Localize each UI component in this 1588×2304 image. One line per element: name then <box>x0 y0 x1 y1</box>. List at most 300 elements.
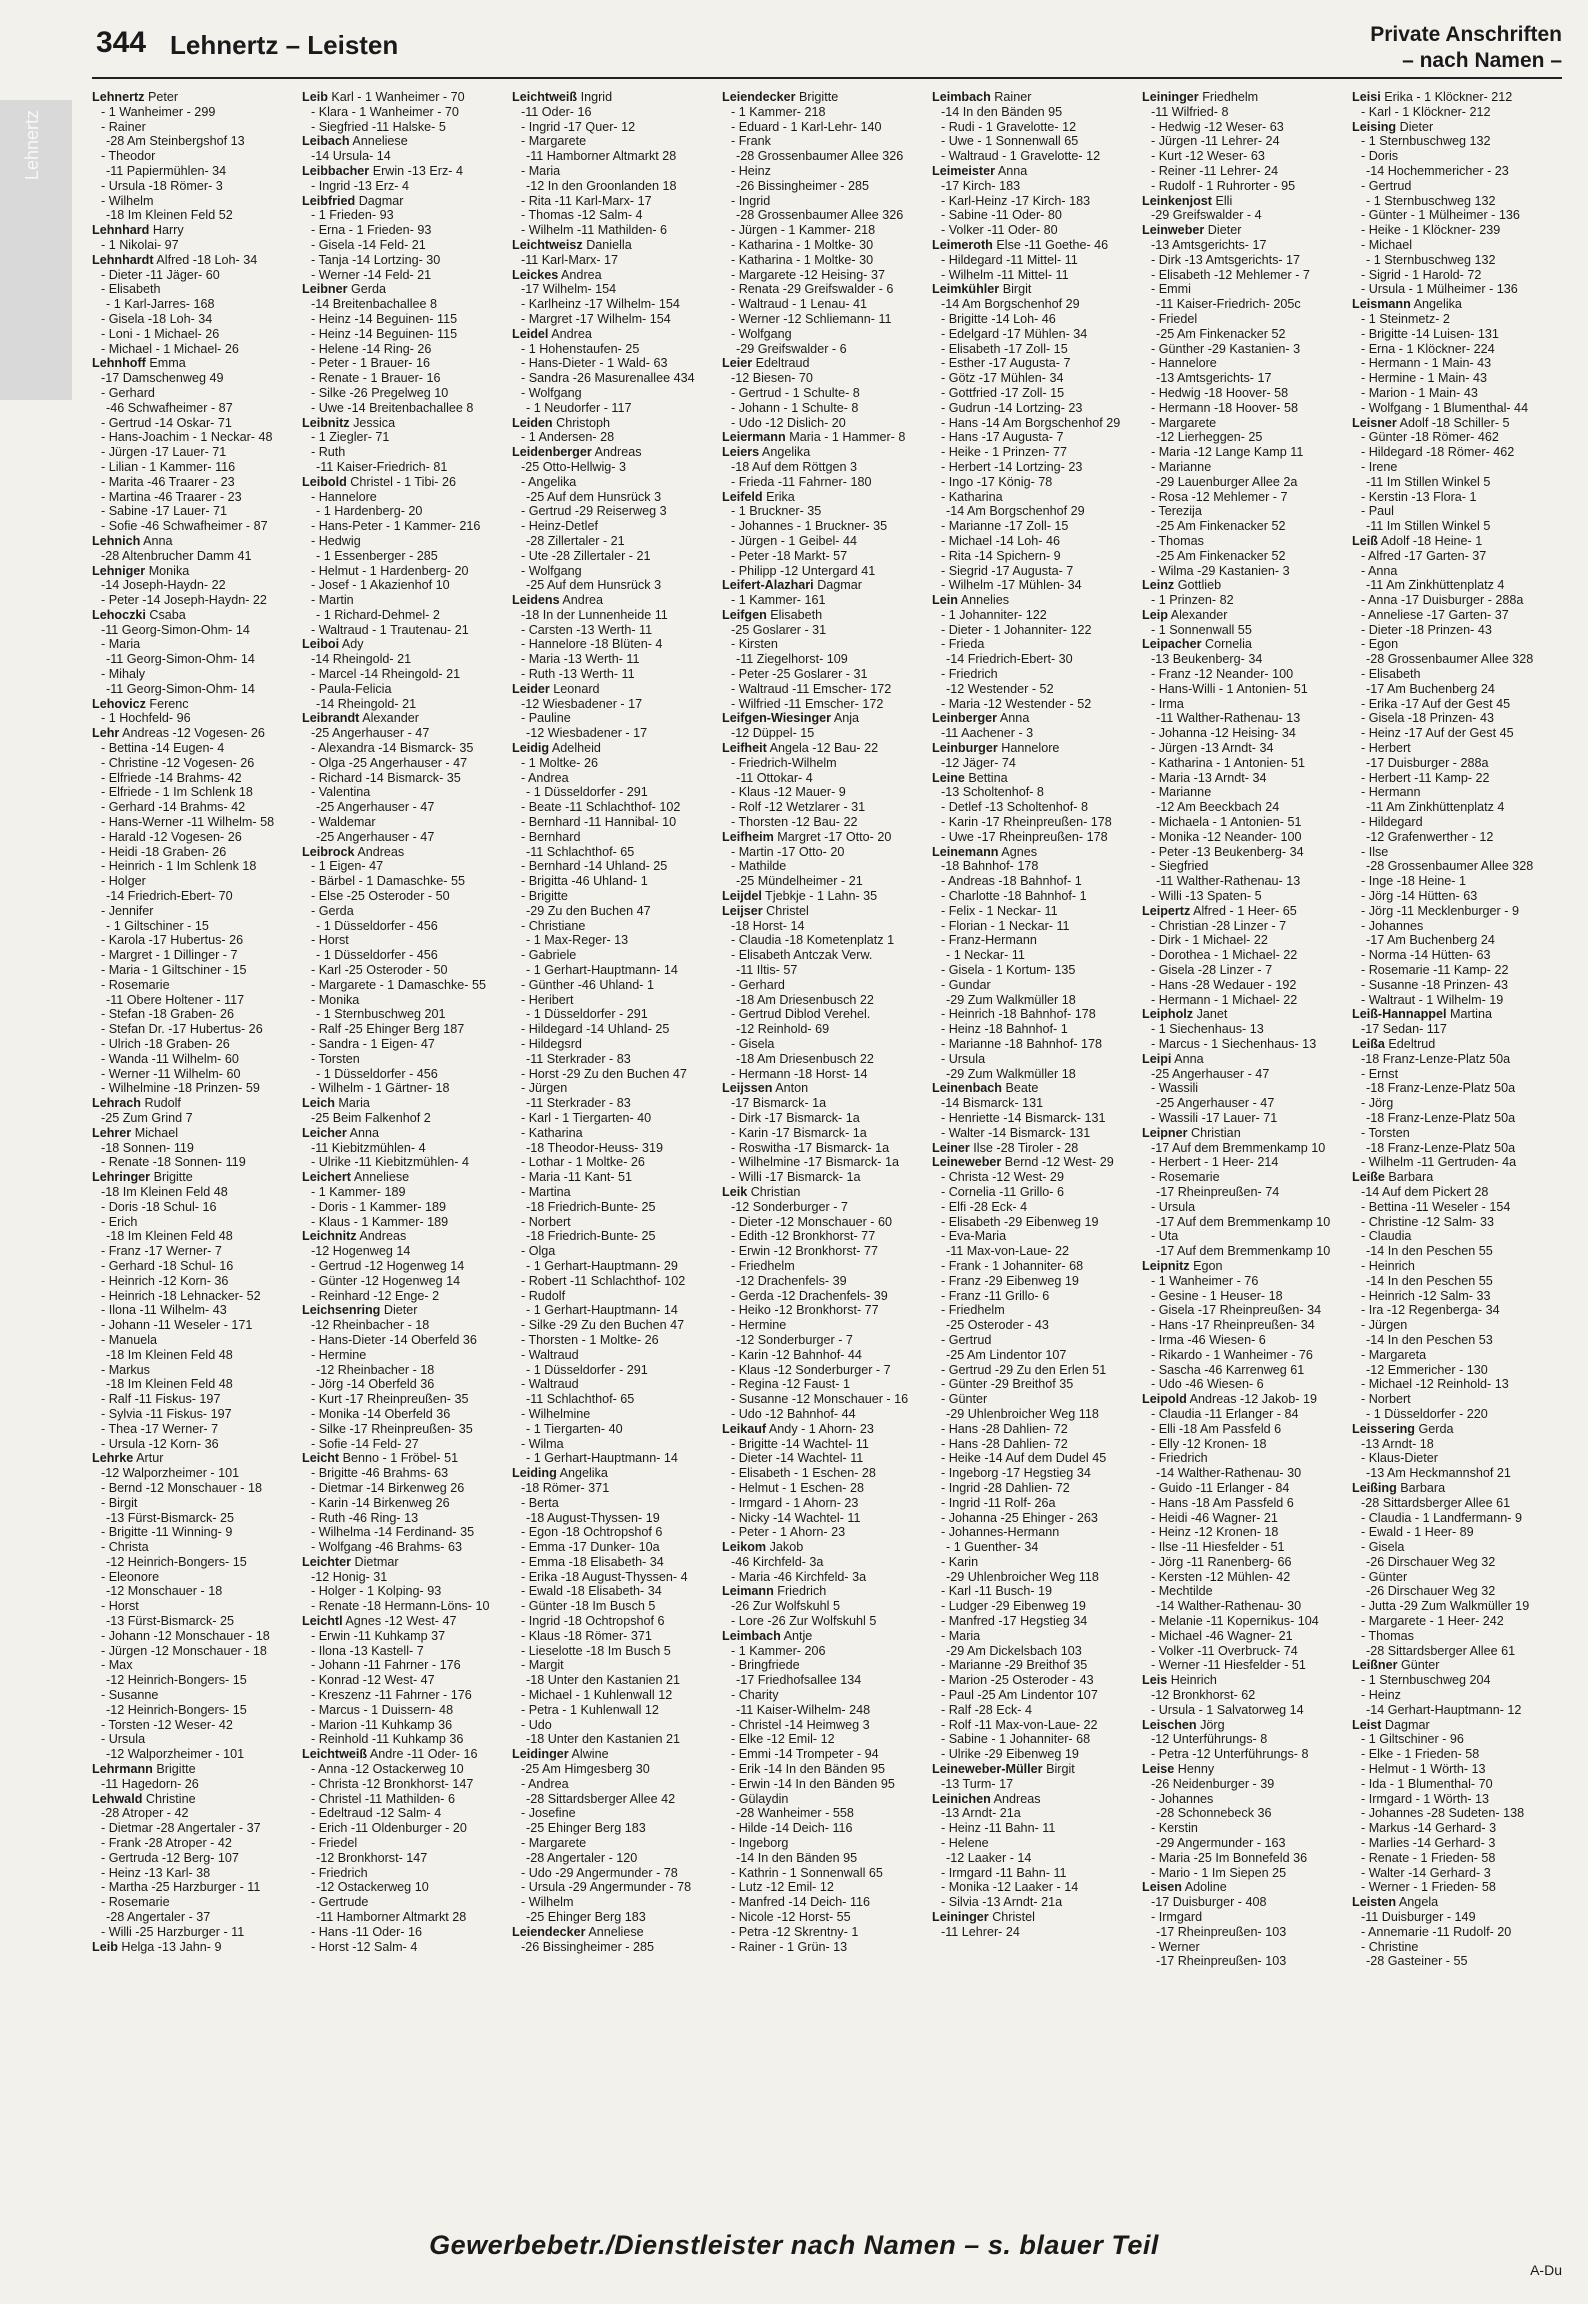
surname-entry <box>1352 1037 1556 1052</box>
sub-entry: - Frank - 1 Johanniter- 68 <box>941 1258 1084 1273</box>
sub-entry: - Heinz <box>731 163 771 178</box>
surname: Leicht <box>302 1451 340 1466</box>
sub-entry: - Ingrid -13 Erz- 4 <box>311 178 409 193</box>
sub-entry: - Johannes <box>1361 918 1424 933</box>
surname: Leimbach <box>722 1628 781 1643</box>
surname-entry <box>1142 904 1346 919</box>
sub-entry: -12 Sonderburger - 7 <box>731 1199 848 1214</box>
sub-entry: - Franz -17 Werner- 7 <box>101 1244 222 1259</box>
surname-entry <box>932 1141 1136 1156</box>
sub-entry: - Ingrid <box>731 193 771 208</box>
sub-entry: -46 Schwafheimer - 87 <box>106 400 233 415</box>
sub-entry: - Jürgen -11 Lehrer- 24 <box>1151 134 1280 149</box>
sub-entry: - Rosemarie <box>1151 1170 1220 1185</box>
sub-entry: - 1 Steinmetz- 2 <box>1361 311 1450 326</box>
sub-entry: - Hedwig <box>311 533 361 548</box>
sub-entry: -11 Ottokar- 4 <box>736 770 813 785</box>
surname-entry <box>1352 1481 1556 1496</box>
sub-entry: - Ernst <box>1361 1066 1399 1081</box>
surname-entry <box>932 1762 1136 1777</box>
surname-entry <box>92 1170 296 1185</box>
sub-entry: - 1 Essenberger - 285 <box>316 548 438 563</box>
sub-entry: -11 Im Stillen Winkel 5 <box>1366 519 1491 534</box>
sub-entry: - Uwe -14 Breitenbachallee 8 <box>311 400 474 415</box>
sub-entry: - Rolf -11 Max-von-Laue- 22 <box>941 1717 1098 1732</box>
surname: Leineweber <box>932 1155 1002 1170</box>
entry-detail: Anton <box>775 1081 809 1096</box>
sub-entry: - 1 Hohenstaufen- 25 <box>521 341 640 356</box>
surname-entry <box>932 1155 1136 1170</box>
sub-entry: - Wolfgang <box>521 385 582 400</box>
sub-entry: -18 Im Kleinen Feld 48 <box>106 1377 233 1392</box>
sub-entry: - Maria <box>101 637 141 652</box>
sub-entry: -17 Auf dem Bremmenkamp 10 <box>1156 1244 1331 1259</box>
sub-entry: - Christine -12 Vogesen- 26 <box>101 755 255 770</box>
sub-entry: - Gisela <box>1361 1540 1405 1555</box>
sub-entry: - Katharina - 1 Moltke- 30 <box>731 252 874 267</box>
sub-entry: -11 Obere Holtener - 117 <box>106 992 245 1007</box>
surname: Leifgen-Wiesinger <box>722 711 832 726</box>
sub-entry: - Claudia - 1 Landfermann- 9 <box>1361 1510 1523 1525</box>
entry-detail: Ingrid <box>580 90 613 104</box>
sub-entry: - Michael - 1 Michael- 26 <box>101 341 239 356</box>
sub-entry: - Wilhelm - 1 Gärtner- 18 <box>311 1081 450 1096</box>
sub-entry: -18 Auf dem Röttgen 3 <box>731 459 858 474</box>
sub-entry: - Ursula <box>101 1732 146 1747</box>
surname-entry <box>1142 1052 1346 1067</box>
sub-entry: - 1 Wanheimer - 76 <box>1151 1273 1259 1288</box>
sub-entry: -28 Schonnebeck 36 <box>1156 1806 1272 1821</box>
sub-entry: -11 Schlachthof- 65 <box>526 1392 635 1407</box>
sub-entry: -26 Dirschauer Weg 32 <box>1366 1584 1496 1599</box>
sub-entry: - Karola -17 Hubertus- 26 <box>101 933 244 948</box>
sub-entry: - Elfriede - 1 Im Schlenk 18 <box>101 785 253 800</box>
sub-entry: - Heinz <box>1361 1688 1401 1703</box>
sub-entry: - Christine -12 Salm- 33 <box>1361 1214 1494 1229</box>
sub-entry: - Kerstin <box>1151 1821 1198 1836</box>
surname-entry <box>1352 1007 1556 1022</box>
entry-detail: Jörg <box>1200 1717 1225 1732</box>
sub-entry: - Irene <box>1361 459 1398 474</box>
sub-entry: - Andreas -18 Bahnhof- 1 <box>941 874 1082 889</box>
sub-entry: - Emmi -14 Trompeter - 94 <box>731 1747 879 1762</box>
sub-entry: - Udo -12 Dislich- 20 <box>731 415 846 430</box>
sub-entry: -14 Ursula- 14 <box>311 149 391 164</box>
surname-entry <box>1352 1658 1556 1673</box>
sub-entry: - Hans -14 Am Borgschenhof 29 <box>941 415 1121 430</box>
surname: Leibold <box>302 474 347 489</box>
surname-entry <box>302 845 506 860</box>
sub-entry: - Susanne -18 Prinzen- 43 <box>1361 977 1509 992</box>
surname: Leichnitz <box>302 1229 357 1244</box>
section-title-line1: Private Anschriften <box>1370 23 1562 46</box>
sub-entry: -14 Rheingold- 21 <box>316 696 417 711</box>
sub-entry: - 1 Karl-Jarres- 168 <box>106 297 215 312</box>
sub-entry: - Angelika <box>521 474 577 489</box>
sub-entry: - Detlef -13 Scholtenhof- 8 <box>941 800 1089 815</box>
sub-entry: -14 Joseph-Haydn- 22 <box>101 578 226 593</box>
surname-entry <box>722 904 926 919</box>
sub-entry: - Bettina -11 Weseler - 154 <box>1361 1199 1511 1214</box>
surname-entry <box>302 1229 506 1244</box>
sub-entry: - 1 Sternbuschweg 132 <box>1366 252 1496 267</box>
sub-entry: - Ursula - 1 Mülheimer - 136 <box>1361 282 1518 297</box>
surname: Leich <box>302 1096 335 1111</box>
sub-entry: - Thomas <box>1151 533 1204 548</box>
sub-entry: - Edelgard -17 Mühlen- 34 <box>941 326 1088 341</box>
sub-entry: - Heinz -18 Bahnhof- 1 <box>941 1022 1068 1037</box>
sub-entry: - Marion - 1 Main- 43 <box>1361 385 1478 400</box>
sub-entry: - Ursula - 1 Salvatorweg 14 <box>1151 1702 1304 1717</box>
surname-entry <box>1352 1718 1556 1733</box>
surname: Lehnhoff <box>92 356 146 371</box>
entry-detail: Artur <box>136 1451 164 1466</box>
surname: Leibrandt <box>302 711 360 726</box>
sub-entry: - Claudia <box>1361 1229 1412 1244</box>
entry-detail: Margret -17 Otto- 20 <box>777 829 892 844</box>
sub-entry: - Heinz -12 Kronen- 18 <box>1151 1525 1279 1540</box>
sub-entry: - Hannelore -18 Blüten- 4 <box>521 637 663 652</box>
surname-entry <box>722 889 926 904</box>
sub-entry: - Willi -17 Bismarck- 1a <box>731 1170 861 1185</box>
sub-entry: -25 Am Himgesberg 30 <box>521 1762 650 1777</box>
surname: Lehrer <box>92 1125 132 1140</box>
entry-detail: Andrea <box>551 326 592 341</box>
sub-entry: -17 Rheinpreußen- 74 <box>1156 1184 1280 1199</box>
sub-entry: - Michael <box>1361 237 1413 252</box>
sub-entry: - Christiane <box>521 918 586 933</box>
sub-entry: -29 Uhlenbroicher Weg 118 <box>946 1406 1099 1421</box>
sub-entry: - Elfi -28 Eck- 4 <box>941 1199 1028 1214</box>
sub-entry: - Dirk -13 Amtsgerichts- 17 <box>1151 252 1301 267</box>
sub-entry: - Paul <box>1361 504 1394 519</box>
sub-entry: -13 Fürst-Bismarck- 25 <box>106 1614 235 1629</box>
sub-entry: - Martina -46 Traarer - 23 <box>101 489 242 504</box>
sub-entry: - Marcus - 1 Siechenhaus- 13 <box>1151 1037 1317 1051</box>
entry-detail: Bernd -12 West- 29 <box>1004 1155 1114 1170</box>
sub-entry: - Norma -14 Hütten- 63 <box>1361 948 1491 963</box>
sub-entry: - Hedwig -12 Weser- 63 <box>1151 119 1284 134</box>
sub-entry: - Karl-Heinz -17 Kirch- 183 <box>941 193 1091 208</box>
sub-entry: - Ira -12 Regenberga- 34 <box>1361 1303 1500 1318</box>
sub-entry: - Helmut - 1 Hardenberg- 20 <box>311 563 469 578</box>
sub-entry: - Peter -13 Beukenberg- 34 <box>1151 844 1304 859</box>
surname: Leisten <box>1352 1895 1397 1910</box>
sub-entry: - Torsten <box>1361 1125 1410 1140</box>
sub-entry: - Günter -29 Breithof 35 <box>941 1377 1074 1392</box>
sub-entry: -14 Friedrich-Ebert- 70 <box>106 889 233 904</box>
entry-detail: Christel <box>992 1910 1035 1925</box>
sub-entry: - Mario - 1 Im Siepen 25 <box>1151 1865 1287 1880</box>
sub-entry: - Brigitte -11 Winning- 9 <box>101 1525 233 1540</box>
entry-detail: Dieter <box>1207 223 1242 238</box>
sub-entry: - 1 Düsseldorfer - 291 <box>526 1007 648 1022</box>
sub-entry: -11 Ziegelhorst- 109 <box>736 652 848 667</box>
sub-entry: - Roswitha -17 Bismarck- 1a <box>731 1140 890 1155</box>
sub-entry: - Manfred -14 Deich- 116 <box>731 1895 871 1910</box>
sub-entry: - Elisabeth -12 Mehlemer - 7 <box>1151 267 1310 282</box>
entry-detail: Angelika <box>761 445 811 460</box>
sub-entry: - Norbert <box>1361 1392 1411 1407</box>
sub-entry: - Siegfried <box>1151 859 1209 874</box>
entry-detail: Jessica <box>353 415 396 430</box>
sub-entry: - Marlies -14 Gerhard- 3 <box>1361 1836 1496 1851</box>
sub-entry: - Hans -28 Wedauer - 192 <box>1151 977 1297 992</box>
entry-detail: Anna <box>999 711 1030 726</box>
surname: Leiße <box>1352 1170 1385 1185</box>
surname-entry <box>932 711 1136 726</box>
entry-detail: Janet <box>1196 1007 1228 1022</box>
sub-entry: - Volker -11 Oder- 80 <box>941 223 1058 238</box>
sub-entry: - Hans-Dieter - 1 Wald- 63 <box>521 356 668 371</box>
sub-entry: - Valentina <box>311 785 371 800</box>
sub-entry: - Sylvia -11 Fiskus- 197 <box>101 1406 232 1421</box>
sub-entry: - 1 Kammer- 218 <box>731 104 826 119</box>
sub-entry: - Erika -17 Auf der Gest 45 <box>1361 696 1511 711</box>
surname-entry <box>302 1555 506 1570</box>
surname: Leiß-Hannappel <box>1352 1007 1447 1022</box>
sub-entry: - 1 Wanheimer - 299 <box>101 104 216 119</box>
sub-entry: - Olga <box>521 1244 556 1259</box>
sub-entry: - Hermann -18 Horst- 14 <box>731 1066 868 1081</box>
sub-entry: -12 Heinrich-Bongers- 15 <box>106 1554 247 1569</box>
entry-detail: Anna <box>997 163 1028 178</box>
surname-entry <box>1352 416 1556 431</box>
sub-entry: - Erna - 1 Frieden- 93 <box>311 223 432 238</box>
sub-entry: -29 Zum Walkmüller 18 <box>946 992 1076 1007</box>
sub-entry: - Ursula <box>941 1051 986 1066</box>
surname: Leinburger <box>932 741 998 756</box>
sub-entry: - 1 Kammer- 206 <box>731 1643 826 1658</box>
sub-entry: - Egon -18 Ochtropshof 6 <box>521 1525 663 1540</box>
entry-detail: Hannelore <box>1001 741 1060 756</box>
sub-entry: - Götz -17 Mühlen- 34 <box>941 371 1064 386</box>
entry-detail: Christel - 1 Tibi- 26 <box>350 474 456 489</box>
sub-entry: - Rosa -12 Mehlemer - 7 <box>1151 489 1288 504</box>
sub-entry: - Dorothea - 1 Michael- 22 <box>1151 948 1298 963</box>
sub-entry: - Nicky -14 Wachtel- 11 <box>731 1510 861 1525</box>
surname-entry <box>92 356 296 371</box>
sub-entry: - Norbert <box>521 1214 571 1229</box>
sub-entry: - Peter -18 Markt- 57 <box>731 548 848 563</box>
sub-entry: - Karl -11 Busch- 19 <box>941 1584 1053 1599</box>
sub-entry: - Gisela -17 Rheinpreußen- 34 <box>1151 1303 1322 1318</box>
sub-entry: - Irmgard - 1 Wörth- 13 <box>1361 1791 1490 1806</box>
sub-entry: - Hermann - 1 Michael- 22 <box>1151 992 1298 1007</box>
sub-entry: - Gisela <box>731 1037 775 1051</box>
sub-entry: - Hermine <box>311 1347 367 1362</box>
surname: Leichtweiß <box>302 1747 368 1762</box>
sub-entry: -25 Auf dem Hunsrück 3 <box>526 489 662 504</box>
surname-entry <box>722 445 926 460</box>
sub-entry: - Johannes - 1 Bruckner- 35 <box>731 519 888 534</box>
entry-detail: Anna <box>1174 1051 1204 1066</box>
entry-detail: Peter <box>147 90 179 104</box>
entry-detail: Emma <box>149 356 186 371</box>
sub-entry: -12 Unterführungs- 8 <box>1151 1732 1268 1747</box>
surname: Leidig <box>512 741 550 756</box>
sub-entry: - Alexandra -14 Bismarck- 35 <box>311 741 474 756</box>
sub-entry: - Marianne -17 Zoll- 15 <box>941 519 1069 534</box>
surname-entry <box>302 1170 506 1185</box>
sub-entry: - Erich <box>101 1214 138 1229</box>
sub-entry: - Ruth <box>311 445 346 460</box>
sub-entry: - Sascha -46 Karrenweg 61 <box>1151 1362 1305 1377</box>
sub-entry: -12 Lierheggen- 25 <box>1156 430 1263 445</box>
surname-entry <box>92 1451 296 1466</box>
sub-entry: - Silke -26 Pregelweg 10 <box>311 385 449 400</box>
sub-entry: -12 Westender - 52 <box>946 681 1054 696</box>
surname-entry <box>722 1584 926 1599</box>
sub-entry: - Heike - 1 Klöckner- 239 <box>1361 223 1501 238</box>
entry-detail: Adoline <box>1184 1880 1227 1895</box>
sub-entry: - Terezija <box>1151 504 1202 519</box>
sub-entry: -12 Wiesbadener - 17 <box>526 726 648 741</box>
sub-entry: -28 Grossenbaumer Allee 326 <box>736 208 904 223</box>
sub-entry: - Hans-Werner -11 Wilhelm- 58 <box>101 815 275 830</box>
sub-entry: - Jürgen -13 Arndt- 34 <box>1151 741 1274 756</box>
sub-entry: - Klara - 1 Wanheimer - 70 <box>311 104 459 119</box>
entry-detail: Andreas <box>357 844 405 859</box>
entry-detail: Dagmar <box>1384 1717 1430 1732</box>
surname-entry <box>92 534 296 549</box>
surname: Leimkühler <box>932 282 1000 297</box>
sub-entry: - Hans-Willi - 1 Antonien- 51 <box>1151 681 1308 696</box>
sub-entry: - Hildegard -11 Mittel- 11 <box>941 252 1078 267</box>
sub-entry: -11 Kaiser-Friedrich- 205c <box>1156 297 1301 312</box>
sub-entry: -12 Emmericher - 130 <box>1366 1362 1488 1377</box>
sub-entry: - Erwin -11 Kuhkamp 37 <box>311 1628 446 1643</box>
surname-entry <box>932 164 1136 179</box>
sub-entry: - Heinrich -18 Bahnhof- 178 <box>941 1007 1096 1022</box>
sub-entry: -18 Sonnen- 119 <box>101 1140 194 1155</box>
sub-entry: - 1 Gerhart-Hauptmann- 14 <box>526 1303 678 1318</box>
sub-entry: - Robert -11 Schlachthof- 102 <box>521 1273 686 1288</box>
sub-entry: - Monika -12 Neander- 100 <box>1151 829 1302 844</box>
sub-entry: -18 Theodor-Heuss- 319 <box>526 1140 663 1155</box>
sub-entry: -12 Reinhold- 69 <box>736 1022 830 1037</box>
entry-detail: Elli <box>1215 193 1233 208</box>
sub-entry: - Stefan Dr. -17 Hubertus- 26 <box>101 1022 263 1037</box>
surname-entry <box>302 1614 506 1629</box>
surname-entry <box>512 593 716 608</box>
surname-entry <box>1142 1007 1346 1022</box>
sub-entry: - Günter <box>941 1392 988 1407</box>
sub-entry: -18 August-Thyssen- 19 <box>526 1510 660 1525</box>
sub-entry: -29 Zu den Buchen 47 <box>526 903 651 918</box>
sub-entry: - Karin -12 Bahnhof- 44 <box>731 1347 862 1362</box>
surname: Leinweber <box>1142 223 1205 238</box>
entry-detail: Ferenc <box>149 696 189 711</box>
surname-entry <box>1352 534 1556 549</box>
sub-entry: - Hedwig -18 Hoover- 58 <box>1151 385 1289 400</box>
sub-entry: - Wilhelm -11 Mathilden- 6 <box>521 223 668 238</box>
sub-entry: - 1 Kammer- 189 <box>311 1184 406 1199</box>
entry-detail: Adelheid <box>551 741 601 756</box>
entry-detail: Anneliese <box>352 134 408 149</box>
sub-entry: - Gisela -18 Loh- 34 <box>101 311 213 326</box>
surname: Leineweber-Müller <box>932 1762 1043 1777</box>
surname: Lein <box>932 593 958 608</box>
sub-entry: -14 In den Bänden 95 <box>736 1850 858 1865</box>
sub-entry: -18 Friedrich-Bunte- 25 <box>526 1199 656 1214</box>
sub-entry: -26 Bissingheimer - 285 <box>736 178 869 193</box>
sub-entry: - Paula-Felicia <box>311 681 392 696</box>
surname: Leibrock <box>302 844 355 859</box>
surname: Lehwald <box>92 1791 143 1806</box>
sub-entry: - Dieter -12 Monschauer - 60 <box>731 1214 892 1229</box>
sub-entry: - Rainer <box>101 119 146 134</box>
surname: Lehrach <box>92 1096 141 1111</box>
entry-detail: Andre -11 Oder- 16 <box>369 1747 478 1762</box>
name-range: Lehnertz – Leisten <box>170 30 399 60</box>
sub-entry: - Marion -25 Osteroder - 43 <box>941 1673 1094 1688</box>
sub-entry: -12 Grafenwerther - 12 <box>1366 829 1494 844</box>
sub-entry: - Lieselotte -18 Im Busch 5 <box>521 1643 671 1658</box>
sub-entry: - Günther -29 Kastanien- 3 <box>1151 341 1301 356</box>
sub-entry: - Marion -11 Kuhkamp 36 <box>311 1717 453 1732</box>
sub-entry: - Erika -18 August-Thyssen- 4 <box>521 1569 688 1584</box>
surname: Leiers <box>722 445 760 460</box>
sub-entry: - Lothar - 1 Moltke- 26 <box>521 1155 645 1170</box>
surname-entry <box>92 253 296 268</box>
sub-entry: - Gerhard -18 Schul- 16 <box>101 1258 234 1273</box>
sub-entry: - Ilse <box>1361 844 1389 859</box>
surname-entry <box>512 90 716 105</box>
sub-entry: - Willi -13 Spaten- 5 <box>1151 889 1262 904</box>
sub-entry: - Petra - 1 Kuhlenwall 12 <box>521 1702 659 1717</box>
surname: Leip <box>1142 607 1168 622</box>
sub-entry: - 1 Guenther- 34 <box>946 1540 1039 1555</box>
sub-entry: - Margarete - 1 Damaschke- 55 <box>311 977 486 992</box>
surname: Leibbacher <box>302 163 370 178</box>
sub-entry: -13 Fürst-Bismarck- 25 <box>106 1510 235 1525</box>
sub-entry: -11 Lehrer- 24 <box>941 1924 1020 1939</box>
sub-entry: - Gerda -12 Drachenfels- 39 <box>731 1288 888 1303</box>
sub-entry: - 1 Gerhart-Hauptmann- 29 <box>526 1258 678 1273</box>
sub-entry: - Birgit <box>101 1495 138 1510</box>
surname-entry <box>1142 637 1346 652</box>
entry-detail: Leonard <box>553 681 600 696</box>
sub-entry: - Waltraud - 1 Lenau- 41 <box>731 297 868 312</box>
surname: Leising <box>1352 119 1397 134</box>
entry-detail: Maria <box>338 1096 370 1111</box>
sub-entry: -11 Georg-Simon-Ohm- 14 <box>101 622 250 637</box>
surname: Leipnitz <box>1142 1258 1190 1273</box>
sub-entry: -18 Im Kleinen Feld 48 <box>101 1184 228 1199</box>
sub-entry: - 1 Giltschiner - 96 <box>1361 1732 1464 1747</box>
sub-entry: - Annemarie -11 Rudolf- 20 <box>1361 1924 1512 1939</box>
sub-entry: -14 Rheingold- 21 <box>311 652 412 667</box>
sub-entry: -13 Arndt- 21a <box>941 1806 1021 1821</box>
sub-entry: - Katharina <box>941 489 1003 504</box>
sub-entry: - Johannes-Hermann <box>941 1525 1060 1540</box>
sub-entry: - 1 Johanniter- 122 <box>941 607 1047 622</box>
sub-entry: - Hannelore <box>311 489 377 504</box>
sub-entry: - Thorsten - 1 Moltke- 26 <box>521 1332 659 1347</box>
sub-entry: - Edith -12 Bronkhorst- 77 <box>731 1229 876 1244</box>
surname: Leijdel <box>722 889 762 904</box>
entry-detail: Cornelia <box>1205 637 1252 652</box>
sub-entry: -12 Ostackerweg 10 <box>316 1880 429 1895</box>
surname: Lehnich <box>92 533 141 548</box>
sub-entry: - Sabine -17 Lauer- 71 <box>101 504 228 519</box>
sub-entry: -17 Wilhelm- 154 <box>521 282 617 297</box>
surname: Leichert <box>302 1170 351 1185</box>
sub-entry: - Sofie -14 Feld- 27 <box>311 1436 419 1451</box>
surname-entry <box>302 1126 506 1141</box>
surname-entry <box>302 282 506 297</box>
